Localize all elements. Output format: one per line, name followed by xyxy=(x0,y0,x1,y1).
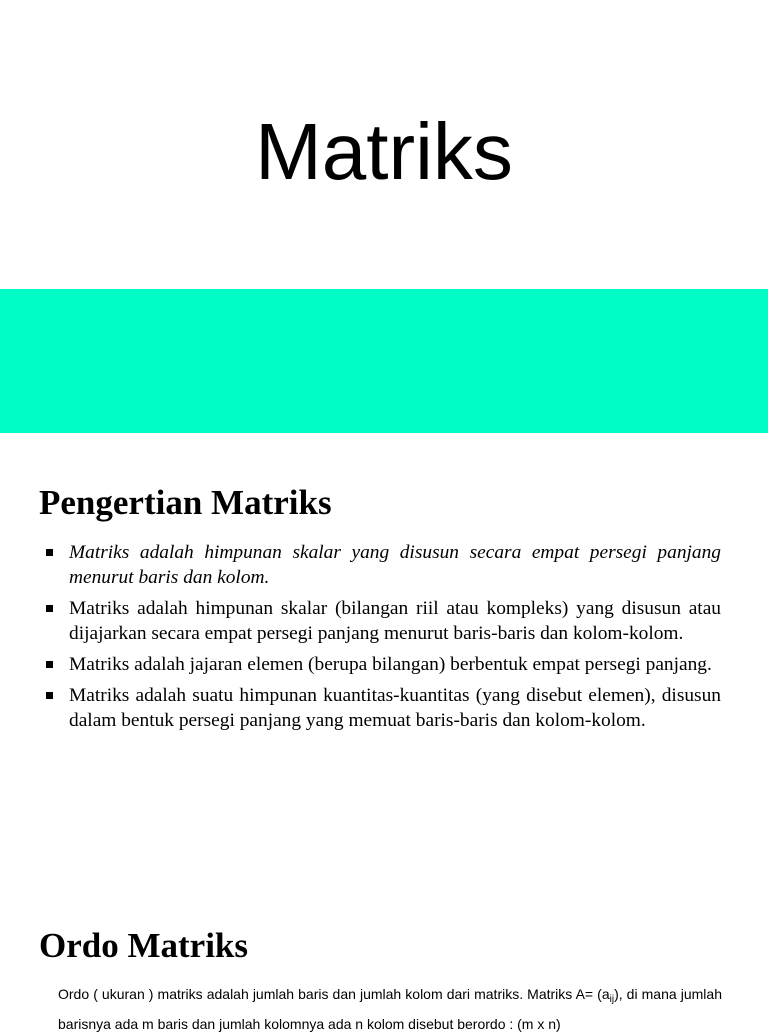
list-item-text: Matriks adalah jajaran elemen (berupa bilangan) berbentuk empat persegi panjang. xyxy=(69,654,712,675)
list-item-text: Matriks adalah himpunan skalar yang disusun secara empat persegi panjang menurut baris dan kolom. xyxy=(69,542,721,588)
bullet-list-pengertian xyxy=(39,540,721,739)
accent-band xyxy=(0,289,768,433)
section-pengertian xyxy=(0,433,768,888)
bullet-square-icon xyxy=(46,605,53,612)
bullet-square-icon xyxy=(46,692,53,699)
ordo-paragraph xyxy=(58,982,722,1036)
title-slide xyxy=(0,0,768,288)
bullet-square-icon xyxy=(46,549,53,556)
list-item xyxy=(39,540,721,590)
section-heading-ordo: Ordo Matriks xyxy=(39,926,249,965)
list-item xyxy=(39,652,721,677)
ordo-text-part1: Ordo ( ukuran ) matriks adalah jumlah baris dan jumlah kolom dari matriks. Matriks A= (a xyxy=(58,986,610,1002)
bullet-square-icon xyxy=(46,661,53,668)
ordo-text-part2: ), di mana jumlah barisnya ada m baris dan jumlah kolomnya ada n kolom disebut berordo : (m x n) xyxy=(58,986,722,1032)
section-heading-pengertian: Pengertian Matriks xyxy=(39,483,332,522)
page-title: Matriks xyxy=(255,107,513,196)
section-ordo xyxy=(0,888,768,1032)
list-item xyxy=(39,596,721,646)
ordo-subscript: ij xyxy=(609,994,615,1005)
list-item xyxy=(39,683,721,733)
list-item-text: Matriks adalah suatu himpunan kuantitas-kuantitas (yang disebut elemen), disusun dalam bentuk persegi panjang yang memuat baris-baris dan kolom-kolom. xyxy=(69,685,721,731)
list-item-text: Matriks adalah himpunan skalar (bilangan riil atau kompleks) yang disusun atau dijajarkan secara empat persegi panjang menurut baris-baris dan kolom-kolom. xyxy=(69,598,721,644)
